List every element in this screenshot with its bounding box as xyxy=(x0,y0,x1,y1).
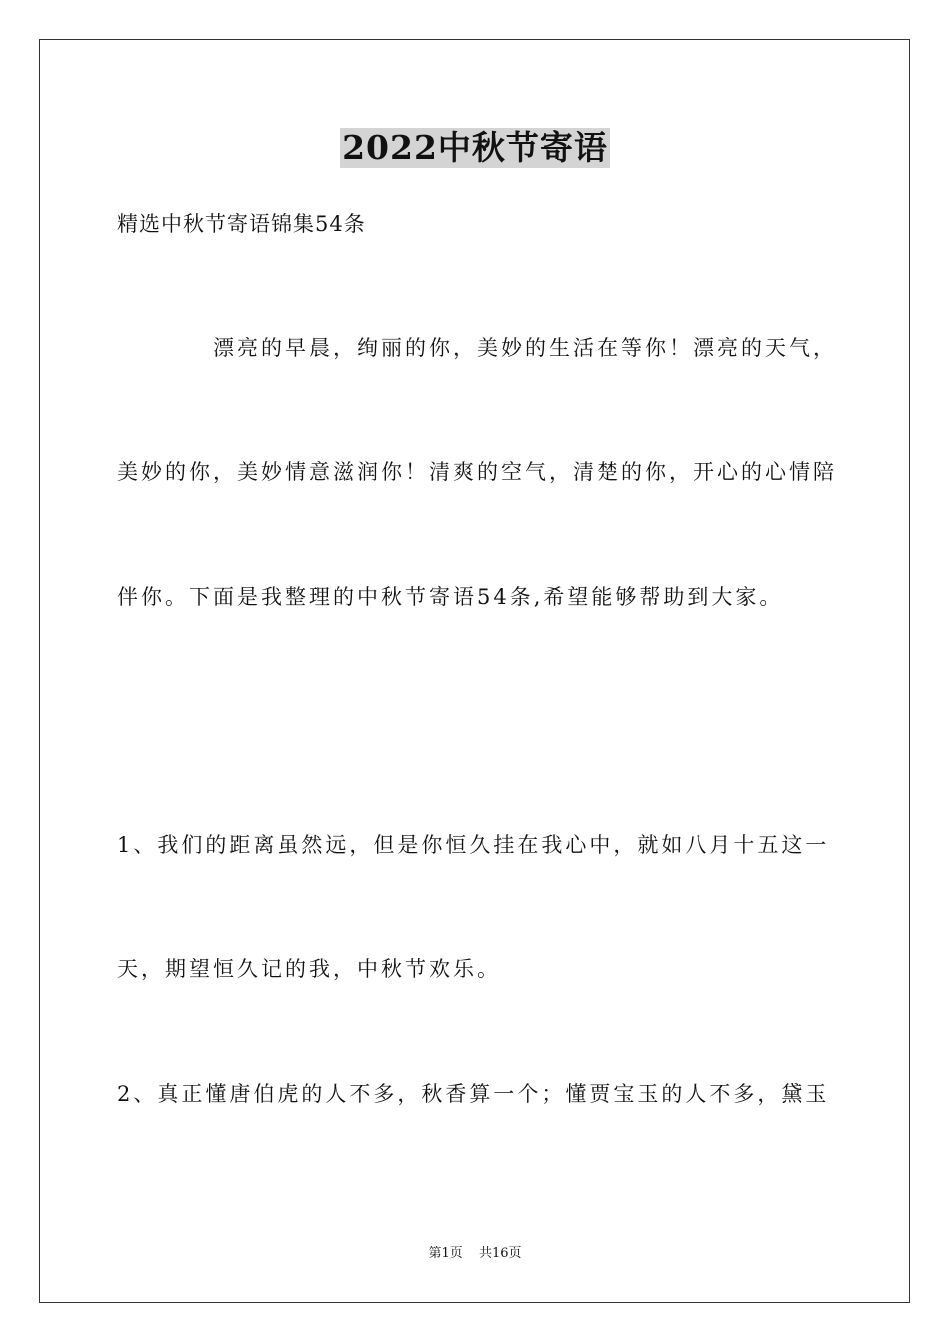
item-2-line-1: 2、真正懂唐伯虎的人不多，秋香算一个；懂贾宝玉的人不多，黛玉 xyxy=(117,1082,830,1106)
intro-line-3: 伴你。下面是我整理的中秋节寄语54条,希望能够帮助到大家。 xyxy=(117,585,784,609)
page-number-total: 共16页 xyxy=(478,1246,522,1261)
intro-line-2: 美妙的你，美妙情意滋润你！清爽的空气，清楚的你，开心的心情陪 xyxy=(117,460,837,484)
document-title: 2022中秋节寄语 xyxy=(342,128,608,167)
title-container xyxy=(0,128,950,168)
item-1-line-1: 1、我们的距离虽然远，但是你恒久挂在我心中，就如八月十五这一 xyxy=(117,833,830,857)
intro-line-1: 漂亮的早晨，绚丽的你，美妙的生活在等你！漂亮的天气， xyxy=(213,336,837,360)
item-1-line-2: 天，期望恒久记的我，中秋节欢乐。 xyxy=(117,957,501,981)
page-footer xyxy=(0,1245,950,1263)
document-subtitle: 精选中秋节寄语锦集54条 xyxy=(117,212,366,236)
page-number-current: 第1页 xyxy=(428,1246,463,1261)
